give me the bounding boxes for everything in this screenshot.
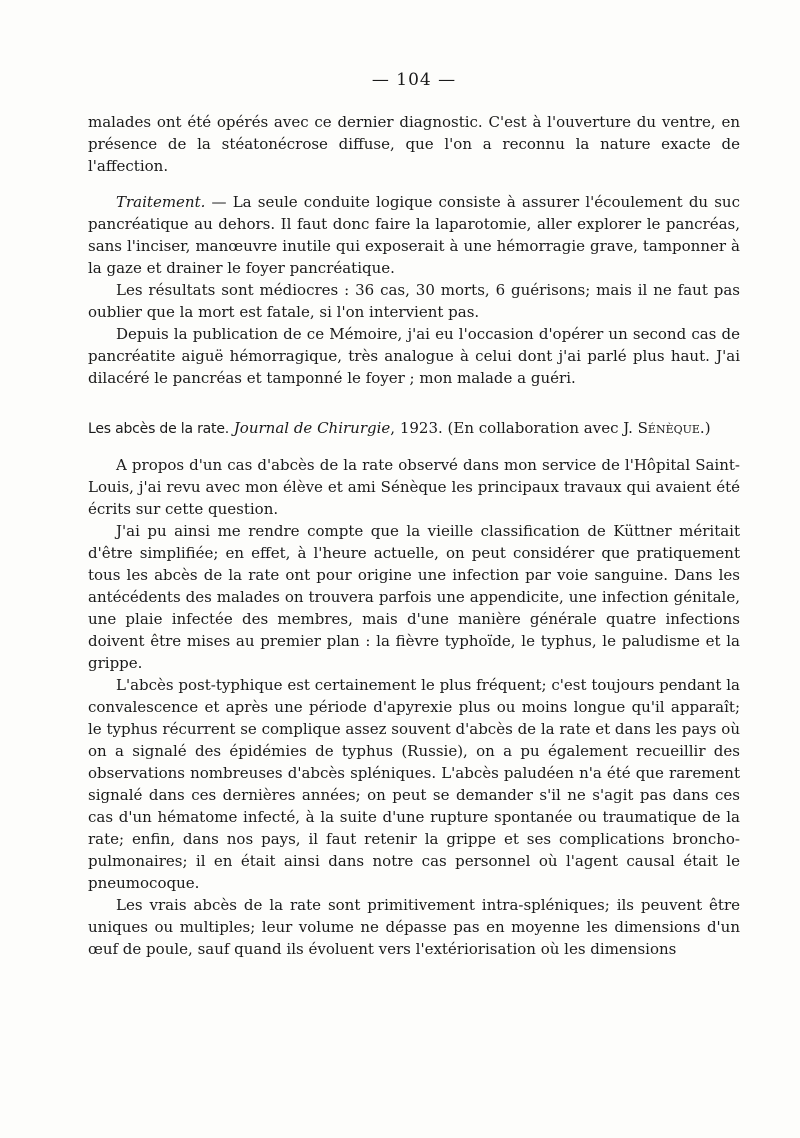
treatment-paragraph	[88, 191, 740, 279]
section-title: Les abcès de la rate.	[88, 421, 229, 437]
results-paragraph: Les résultats sont médiocres : 36 cas, 30 morts, 6 guérisons; mais il ne faut pas oublier que la mort est fatale, si l'on intervient pas.	[88, 281, 740, 321]
treatment-text: — La seule conduite logique consiste à assurer l'écoulement du suc pancréatique au dehors. Il faut donc faire la laparotomie, aller explorer le pancréas, sans l'inciser, manœuvre inutile qui exposerait à une hémorragie grave, tamponner à la gaze et drainer le foyer pancréatique.	[88, 193, 740, 277]
section-collab-prefix: (En collaboration avec J.	[442, 419, 638, 437]
spacer	[88, 389, 740, 417]
page	[88, 70, 740, 960]
section-collab-name: Sénèque	[637, 419, 700, 437]
section-year: , 1923.	[390, 419, 443, 437]
top-paragraph: malades ont été opérés avec ce dernier diagnostic. C'est à l'ouverture du ventre, en présence de la stéatonécrose diffuse, que l'on a reconnu la nature exacte de l'affection.	[88, 113, 740, 175]
spacer	[88, 177, 740, 191]
section-heading	[88, 417, 740, 440]
body-paragraph-1: A propos d'un cas d'abcès de la rate observé dans mon service de l'Hôpital Saint-Louis, j'ai revu avec mon élève et ami Sénèque les principaux travaux qui avaient été écrits sur cette question.	[88, 456, 740, 518]
page-number: — 104 —	[371, 70, 457, 90]
body-paragraph-3: L'abcès post-typhique est certainement le plus fréquent; c'est toujours pendant la convalescence et après une période d'apyrexie plus ou moins longue qu'il apparaît; le typhus récurrent se complique assez souvent d'abcès de la rate et dans les pays où on a signalé des épidémies de typhus (Russie), on a pu également recueillir des observations nombreuses d'abcès spléniques. L'abcès paludéen n'a été que rarement signalé dans ces dernières années; on peut se demander s'il ne s'agit pas dans ces cas d'un hématome infecté, à la suite d'une rupture spontanée ou traumatique de la rate; enfin, dans nos pays, il faut retenir la grippe et ses complications broncho-pulmonaires; il en était ainsi dans notre cas personnel où l'agent causal était le pneumocoque.	[88, 676, 740, 892]
section-journal: Journal de Chirurgie	[233, 419, 391, 437]
since-paragraph: Depuis la publication de ce Mémoire, j'ai eu l'occasion d'opérer un second cas de pancréatite aiguë hémorragique, très analogue à celui dont j'ai parlé plus haut. J'ai dilacéré le pancréas et tamponné le foyer ; mon malade a guéri.	[88, 325, 740, 387]
body-paragraph-4: Les vrais abcès de la rate sont primitivement intra-spléniques; ils peuvent être uniques ou multiples; leur volume ne dépasse pas en moyenne les dimensions d'un œuf de poule, sauf quand ils évoluent vers l'extériorisation où les dimensions	[88, 896, 740, 958]
spacer	[88, 440, 740, 454]
body-paragraph-2: J'ai pu ainsi me rendre compte que la vieille classification de Küttner méritait d'être simplifiée; en effet, à l'heure actuelle, on peut considérer que pratiquement tous les abcès de la rate ont pour origine une infection par voie sanguine. Dans les antécédents des malades on trouvera parfois une appendicite, une infection génitale, une plaie infectée des membres, mais d'une manière générale quatre infections doivent être mises au premier plan : la fièvre typhoïde, le typhus, le paludisme et la grippe.	[88, 522, 740, 672]
section-collab-suffix: .)	[699, 419, 711, 437]
treatment-lead: Traitement.	[116, 193, 206, 211]
